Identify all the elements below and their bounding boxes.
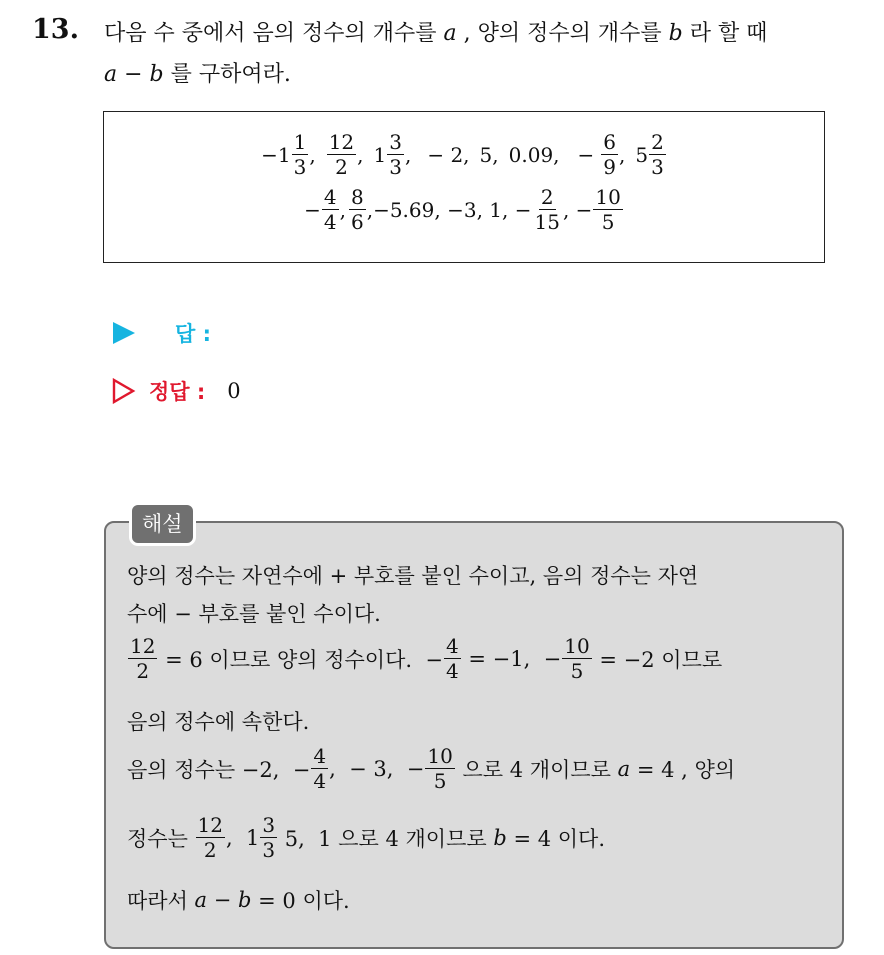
denominator: 3 xyxy=(293,155,307,179)
solution-text: 수에 − 부호를 붙인 수이다. xyxy=(127,602,381,626)
question-text: , 양의 정수의 개수를 xyxy=(456,21,669,46)
fraction xyxy=(444,636,461,681)
question-text: 라 할 때 xyxy=(682,21,768,46)
solution-text: = 0 이다. xyxy=(251,889,350,913)
solution-text: = 6 이므로 양의 정수이다. − xyxy=(158,647,443,672)
fraction xyxy=(196,815,225,860)
correct-answer-value: 0 xyxy=(227,379,241,403)
comma: , xyxy=(619,142,626,167)
fraction xyxy=(562,636,591,681)
variable-b: b xyxy=(668,21,683,46)
number-item: −1 xyxy=(261,142,291,167)
solution-text: 음의 정수에 속한다. xyxy=(127,710,310,734)
correct-answer-label: 정답 : xyxy=(149,380,206,404)
fraction xyxy=(532,187,561,232)
expression-a-minus-b: a − b xyxy=(104,62,164,87)
number-item: 0.09, xyxy=(508,142,560,167)
denominator: 5 xyxy=(601,210,615,234)
answer-label: 답 : xyxy=(175,322,211,346)
numerator: 8 xyxy=(350,185,364,209)
fraction xyxy=(649,132,666,177)
numerator: 10 xyxy=(427,744,453,768)
denominator: 4 xyxy=(323,210,337,234)
variable-a: a xyxy=(617,756,631,781)
numerator: 12 xyxy=(328,130,355,154)
fraction xyxy=(349,187,366,232)
denominator: 6 xyxy=(350,210,364,234)
denominator: 2 xyxy=(335,155,348,179)
fraction xyxy=(311,746,328,791)
denominator: 4 xyxy=(445,659,459,683)
numerator: 12 xyxy=(130,634,156,658)
solution-text: 따라서 xyxy=(127,889,195,913)
solution-text: = −2 이므로 xyxy=(592,647,723,672)
numerator: 10 xyxy=(564,634,590,658)
comma: , xyxy=(309,142,316,167)
numerator: 6 xyxy=(603,130,617,154)
number-item: − xyxy=(304,197,321,222)
variable-a: a xyxy=(443,21,457,46)
number-item: − 2, xyxy=(427,142,470,167)
expression-a-minus-b: a − b xyxy=(194,888,252,912)
denominator: 2 xyxy=(136,659,150,683)
fraction xyxy=(387,132,404,177)
solution-text: 정수는 xyxy=(127,826,195,851)
question-number: 13. xyxy=(32,14,79,45)
denominator: 4 xyxy=(313,769,327,793)
solution-line-3 xyxy=(127,636,722,681)
denominator: 15 xyxy=(534,210,560,234)
denominator: 9 xyxy=(603,155,617,179)
number-item: 5, xyxy=(479,142,499,167)
solution-text: = 4 , 양의 xyxy=(630,757,736,782)
number-row-1 xyxy=(104,132,824,177)
number-item: , − xyxy=(562,197,593,222)
solution-text: 5, 1 으로 4 개이므로 xyxy=(278,826,494,851)
denominator: 3 xyxy=(262,838,276,862)
numerator: 4 xyxy=(323,185,337,209)
numerator: 4 xyxy=(313,744,327,768)
fraction xyxy=(327,132,356,177)
question-line-2 xyxy=(104,57,291,88)
solution-line-1 xyxy=(127,560,698,590)
fraction xyxy=(425,746,454,791)
question-line-1 xyxy=(104,16,767,47)
solution-line-2 xyxy=(127,598,381,628)
correct-answer-row xyxy=(112,376,241,406)
number-item: − xyxy=(577,142,595,167)
solution-text: = 4 이다. xyxy=(506,826,606,851)
fraction xyxy=(601,132,618,177)
denominator: 3 xyxy=(651,155,664,179)
fraction xyxy=(260,815,277,860)
solution-text: 양의 정수는 자연수에 + 부호를 붙인 수이고, 음의 정수는 자연 xyxy=(127,564,699,588)
triangle-right-outline-icon xyxy=(112,378,136,404)
solution-text: , − 3, − xyxy=(329,756,425,781)
number-item: 1 xyxy=(373,142,387,167)
comma: , xyxy=(404,142,412,167)
solution-text: 음의 정수는 −2, − xyxy=(127,757,311,782)
question-text: 를 구하여라. xyxy=(163,62,291,87)
denominator: 5 xyxy=(433,769,447,793)
numerator: 10 xyxy=(595,185,621,209)
numerator: 2 xyxy=(540,185,554,209)
denominator: 3 xyxy=(389,155,402,179)
numerator: 3 xyxy=(262,813,276,837)
solution-text: = −1, − xyxy=(461,646,562,671)
number-item: 5 xyxy=(635,142,649,167)
solution-line-5 xyxy=(127,746,735,791)
denominator: 2 xyxy=(203,838,217,862)
numerator: 3 xyxy=(389,130,402,154)
comma: , xyxy=(357,142,364,167)
number-item: ,−5.69, −3, 1, − xyxy=(366,197,532,222)
number-row-2 xyxy=(104,187,824,232)
comma: , xyxy=(339,197,346,222)
answer-row xyxy=(113,318,211,348)
numerator: 2 xyxy=(651,130,664,154)
numerator: 12 xyxy=(197,813,223,837)
solution-text: 으로 4 개이므로 xyxy=(455,757,618,782)
fraction xyxy=(128,636,157,681)
numerator: 1 xyxy=(293,130,307,154)
solution-line-6 xyxy=(127,815,605,860)
fraction xyxy=(322,187,339,232)
solution-line-4 xyxy=(127,706,309,736)
question-text: 다음 수 중에서 음의 정수의 개수를 xyxy=(104,21,444,46)
solution-line-7 xyxy=(127,885,350,915)
denominator: 5 xyxy=(570,659,584,683)
solution-tag: 해설 xyxy=(129,502,196,546)
variable-b: b xyxy=(493,825,507,850)
solution-text: , 1 xyxy=(226,825,260,850)
triangle-right-solid-icon xyxy=(113,322,135,344)
fraction xyxy=(593,187,622,232)
number-list-box xyxy=(103,111,825,263)
numerator: 4 xyxy=(445,634,459,658)
fraction xyxy=(292,132,309,177)
